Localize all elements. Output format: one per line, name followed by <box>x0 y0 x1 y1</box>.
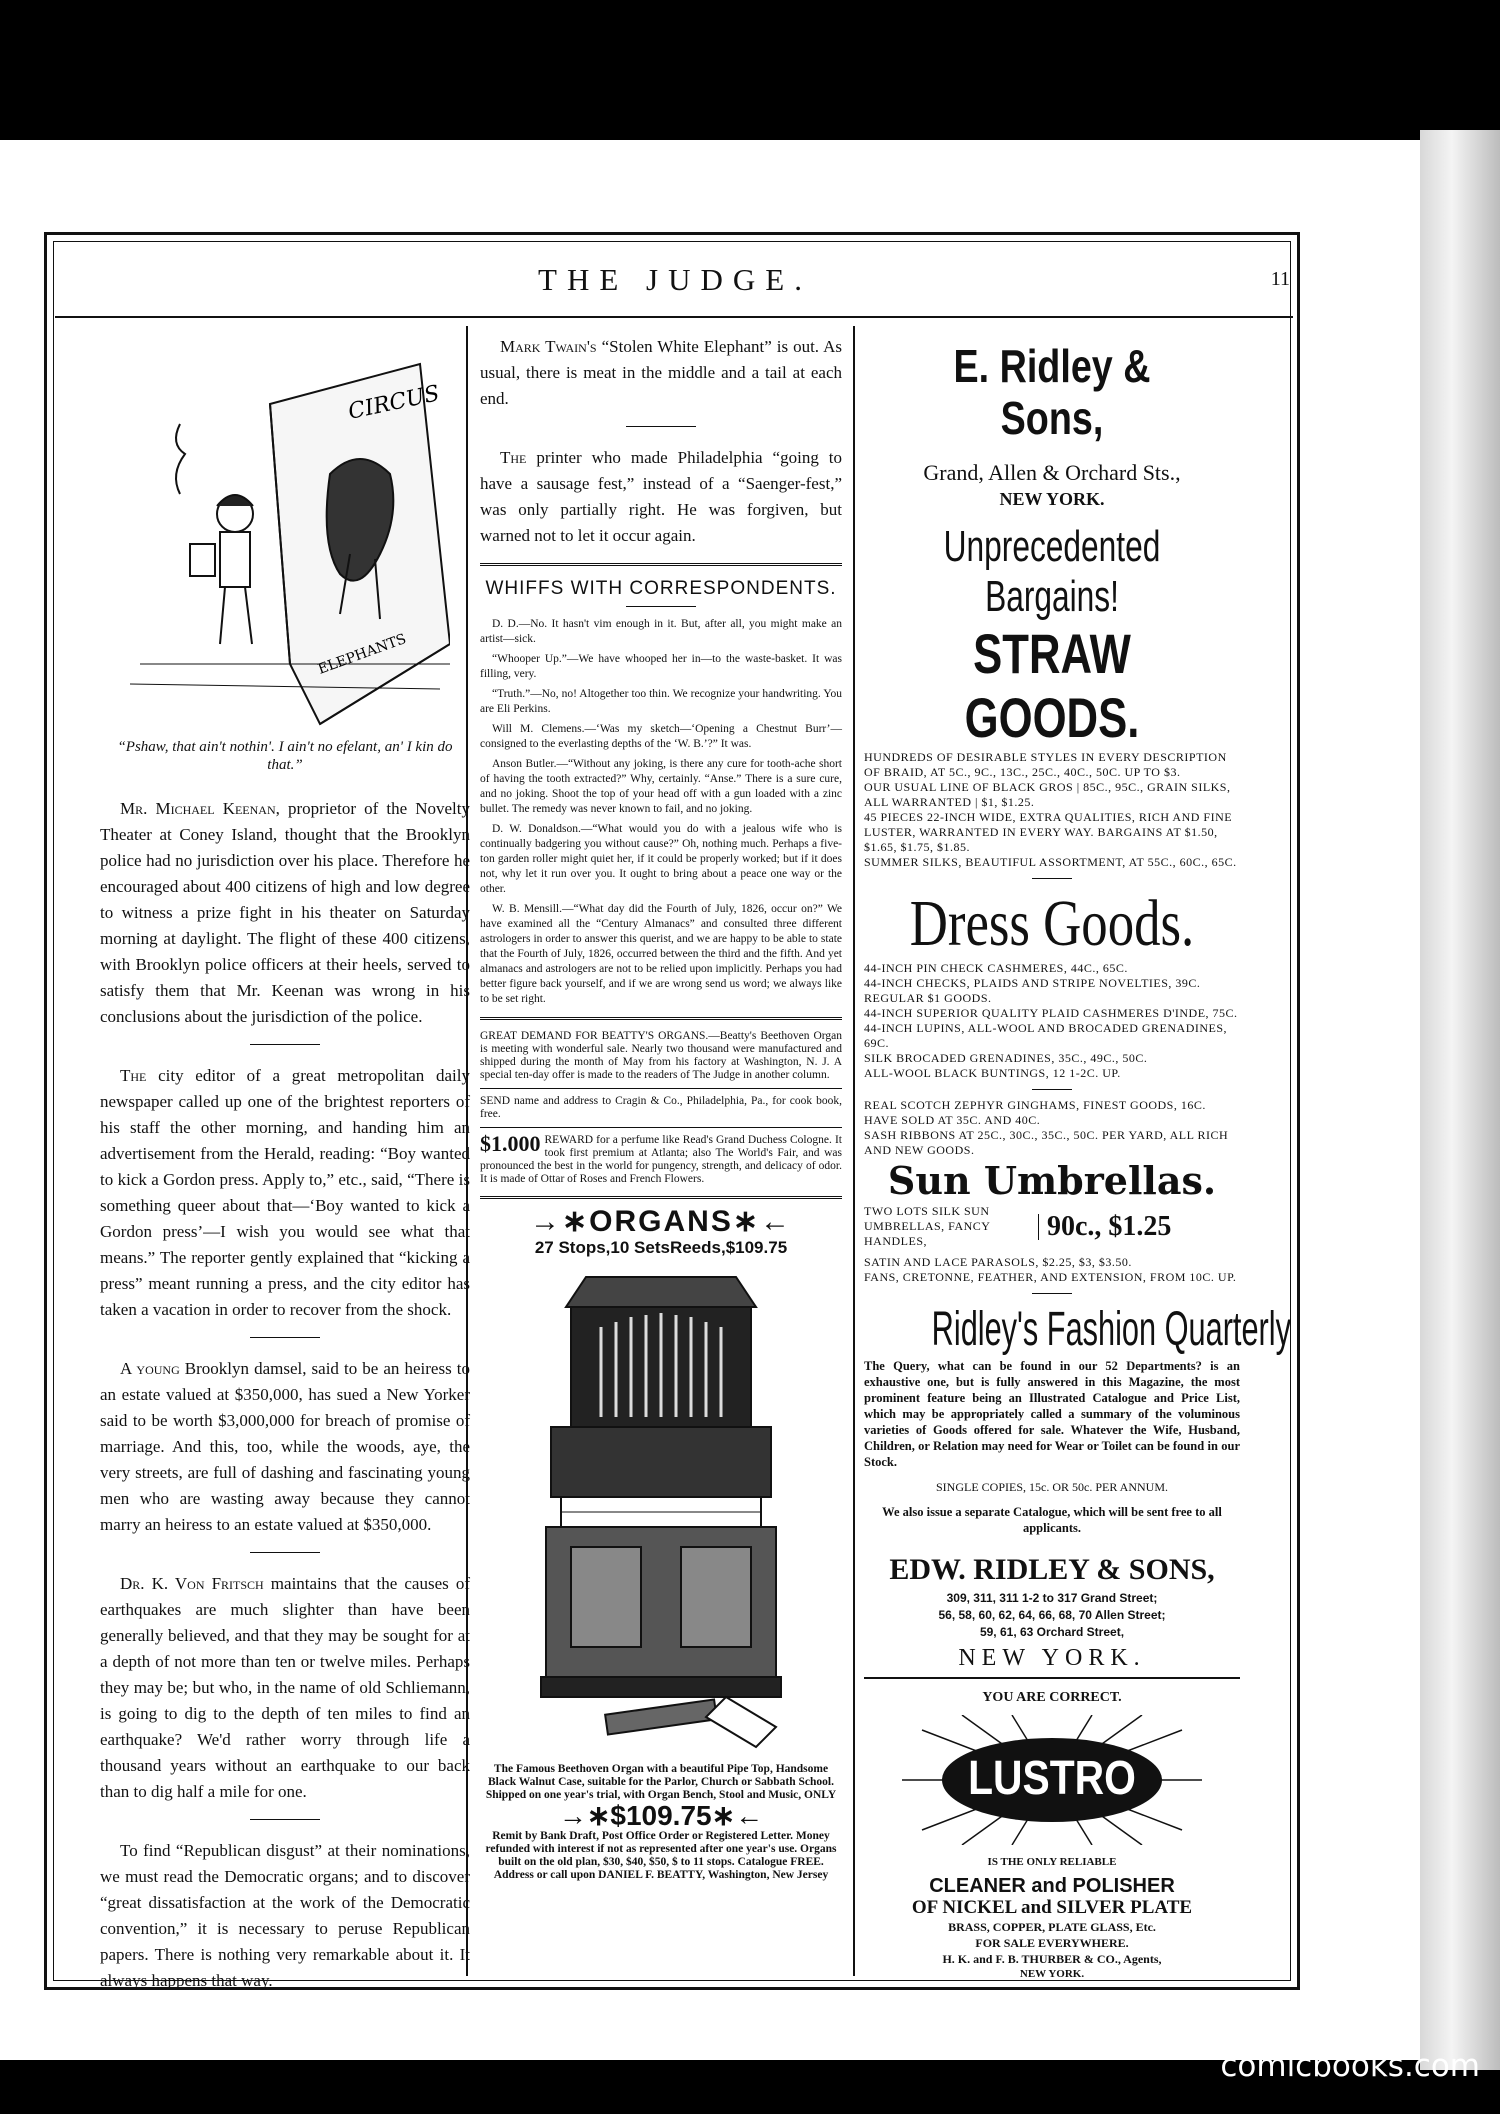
lustro-line: CLEANER and POLISHER <box>929 1875 1175 1897</box>
organ-price-text: $109.75 <box>610 1800 712 1831</box>
dress-item: 44-INCH PIN CHECK CASHMERES, 44C., 65C. <box>864 961 1128 975</box>
reward-text: REWARD for a perfume like Read's Grand Duchess Cologne. It took first premium at Atlanta; also The World's Fair, and was pronounced the best in the world for pungency, strength, and delicacy of odor. It is made of Ottar of Roses and French Flowers. <box>480 1134 842 1185</box>
cartoon-lower-text: ELEPHANTS <box>315 631 409 678</box>
organ-price: →∗$109.75∗← <box>558 1800 764 1831</box>
article-earthquake <box>100 1571 470 1805</box>
whiff-item: “Truth.”—No, no! Altogether too thin. We recognize your handwriting. You are Eli Perkins. <box>480 688 842 715</box>
section-rule <box>480 1196 842 1199</box>
article-printer <box>480 445 842 549</box>
umbrellas-heading: Sun Umbrellas. <box>887 1158 1217 1203</box>
dress-item: SILK BROCADED GRENADINES, 35C., 49C., 50C. <box>864 1051 1148 1065</box>
straw-item: HUNDREDS OF DESIRABLE STYLES IN EVERY DESCRIPTION OF BRAID, AT 5C., 9C., 13C., 25C., 40C., 50C. UP TO $3. <box>864 750 1227 779</box>
column-rule-2 <box>853 326 855 1976</box>
divider <box>480 1088 842 1089</box>
edw-city: NEW YORK. <box>958 1645 1146 1671</box>
lustro-logo <box>902 1715 1202 1845</box>
lustro-line: FOR SALE EVERYWHERE. <box>975 1936 1129 1950</box>
divider <box>1032 878 1072 879</box>
edw-ridley: EDW. RIDLEY & SONS, <box>889 1553 1215 1586</box>
divider <box>250 1819 320 1820</box>
edw-addresses <box>864 1590 1240 1641</box>
parasol-item: SATIN AND LACE PARASOLS, $2.25, $3, $3.50. <box>864 1255 1132 1269</box>
lustro-line: NEW YORK. <box>1019 1968 1085 1980</box>
dress-goods-heading: Dress Goods. <box>909 887 1195 960</box>
quarterly-heading: Ridley's Fashion Quarterly <box>931 1303 1291 1356</box>
umbrella-desc: TWO LOTS SILK SUN UMBRELLAS, FANCY HANDLES, <box>864 1204 991 1248</box>
organ-illustration <box>526 1267 796 1757</box>
dress-item: 44-INCH LUPINS, ALL-WOOL AND BROCADED GRENADINES, 69C. <box>864 1021 1228 1050</box>
whiff-item: Anson Butler.—“Without any joking, is there any cure for tooth-ache short of having the tooth extracted?” Why, certainly. “Anse.” There is a sure cure, and no joking. Shoot the top of your head off with a gun loaded with a zinc bullet. The remedy was never known to fail, and no joking. <box>480 758 842 815</box>
cartoon-caption: “Pshaw, that ain't nothin'. I ain't no efelant, an' I kin do that.” <box>117 739 453 773</box>
dress-item: ALL-WOOL BLACK BUNTINGS, 12 1-2C. UP. <box>864 1066 1121 1080</box>
article-city-editor <box>100 1063 470 1323</box>
section-rule <box>480 563 842 566</box>
whiffs-list <box>480 617 842 1007</box>
organs-heading-text: ORGANS <box>589 1205 733 1238</box>
cragin-ad: SEND name and address to Cragin & Co., Philadelphia, Pa., for cook book, free. <box>480 1095 842 1120</box>
text-earthquake: maintains that the causes of earthquakes are much slighter than have been generally believed, and that they may be sought for at a depth of not more than ten or twelve miles. Perhaps they may be; but who, in the name of old Schliemann, is going to dig to the depth of ten miles to find an earthquake? We'd rather worry through life a thousand years without an earthquake to our back than to dig half a mile for one. <box>100 1574 470 1801</box>
whiff-item: W. B. Mensill.—“What day did the Fourth of July, 1826, occur on?” We have examined all the “Century Almanacs” and consulted three different astrologers in order to answer this querist, and we are happy to be able to state that the Fourth of July, 1826, occurred between the third and the fifth. And yet almanacs and astrologers are not to be relied upon implicitly. Perhaps you had better figure back yourself, and if we are wrong send us word; we always like to be set right. <box>480 903 842 1005</box>
straw-goods-list <box>864 750 1240 870</box>
straw-goods-heading: STRAW GOODS. <box>964 622 1140 749</box>
divider <box>1032 1293 1072 1294</box>
lead-earthquake: Dr. K. Von Fritsch <box>120 1574 264 1593</box>
lead-keenan: Mr. Michael Keenan, <box>120 799 280 818</box>
organ-terms: Remit by Bank Draft, Post Office Order or Registered Letter. Money refunded with interest if not as represented after one year's use. Organs built on the old plan, $30, $40, $50, $ to 11 stops. Catalogue FREE. Address or call upon DANIEL F. BEATTY, Washington, New Jersey <box>485 1830 837 1881</box>
ridley-city: NEW YORK. <box>999 489 1105 509</box>
article-damsel <box>100 1356 470 1538</box>
dress-item: 44-INCH CHECKS, PLAIDS AND STRIPE NOVELTIES, 39C. REGULAR $1 GOODS. <box>864 976 1201 1005</box>
site-watermark: comicbooks.com <box>1220 2048 1480 2084</box>
straw-item: OUR USUAL LINE OF BLACK GROS | 85C., 95C., GRAIN SILKS, ALL WARRANTED | $1, $1.25. <box>864 780 1231 809</box>
small-ads <box>480 1030 842 1186</box>
divider <box>626 606 696 607</box>
divider <box>250 1337 320 1338</box>
divider <box>864 1677 1240 1679</box>
text-city-editor: city editor of a great metropolitan daily newspaper called up one of the brightest reporters of his staff the other morning, and handing him an advertisement from the Herald, reading: “Boy wanted to kick a Gordon press. Apply to,” etc., said, “There is something queer about that—‘Boy wanted to kick a Gordon press’—I wish you would see what that means.” The reporter gently explained that “kicking a press” meant running a press, and the city editor has taken a vacation in order to recover from the shock. <box>100 1066 470 1319</box>
beatty-ad: GREAT DEMAND FOR BEATTY'S ORGANS.—Beatty's Beethoven Organ is meeting with wonderful sale. Nearly two thousand were manufactured and shipped during the month of May from his factory at Washington, N. J. A special ten-day offer is made to the readers of The Judge in another column. <box>480 1030 842 1081</box>
parasol-list <box>864 1255 1240 1285</box>
organ-description: The Famous Beethoven Organ with a beautiful Pipe Top, Handsome Black Walnut Case, suitable for the Parlor, Church or Sabbath School. Shipped on one year's trial, with Organ Bench, Stool and Music, ONLY <box>485 1763 837 1801</box>
cartoon-sign-text: CIRCUS <box>346 381 442 425</box>
lead-twain: Mark Twain's <box>500 337 597 356</box>
reward-amount: $1.000 <box>480 1131 541 1156</box>
lead-printer: The <box>500 448 527 467</box>
quarterly-description: The Query, what can be found in our 52 Departments? is an exhaustive one, but is fully answered in this Magazine, the most prominent feature being an Illustrated Catalogue and Price List, which may be appropriately called a summary of the voluminous varieties of Goods offered for sale. Whatever the Wife, Husband, Children, or Relation may need for Wear or Toilet can be found in our Stock. <box>864 1359 1240 1469</box>
text-damsel: Brooklyn damsel, said to be an heiress to an estate valued at $350,000, has sued a New Yorker said to be worth $3,000,000 for breach of promise of marriage. And this, too, while the woods, aye, the very streets, are full of dashing and fascinating young men who are wasting away because they cannot marry an heiress to an estate valued at $350,000. <box>100 1359 470 1534</box>
page-number: 11 <box>1270 268 1290 290</box>
running-head <box>60 262 1290 302</box>
column-3 <box>864 330 1291 1981</box>
misc-item: REAL SCOTCH ZEPHYR GINGHAMS, FINEST GOODS, 16C. HAVE SOLD AT 35C. AND 40C. <box>864 1098 1206 1127</box>
umbrella-offer <box>864 1204 1240 1249</box>
text-twain: “Stolen White Elephant” is out. As usual, there is meat in the middle and a tail at each end. <box>480 337 843 408</box>
divider <box>480 1127 842 1128</box>
organs-subheading: 27 Stops,10 SetsReeds,$109.75 <box>534 1238 788 1257</box>
address-line: 56, 58, 60, 62, 64, 66, 68, 70 Allen Street; <box>938 1608 1166 1622</box>
divider <box>626 426 696 427</box>
article-twain <box>480 334 842 412</box>
lustro-line: H. K. and F. B. THURBER & CO., Agents, <box>942 1952 1162 1966</box>
organs-heading: →∗ORGANS∗← <box>530 1205 792 1238</box>
dress-goods-list <box>864 961 1240 1081</box>
dress-item: 44-INCH SUPERIOR QUALITY PLAID CASHMERES D'INDE, 75C. <box>864 1006 1238 1020</box>
text-keenan: proprietor of the Novelty Theater at Coney Island, thought that the Brooklyn police had no jurisdiction over his place. Therefore he encouraged about 400 citizens of high and low degree to witness a prize fight in his theater on Saturday morning at daylight. The flight of these 400 citizens, with Brooklyn police officers at their heels, served to satisfy them that Mr. Keenan was wrong in his conclusions about the jurisdiction of the police. <box>100 799 470 1026</box>
divider <box>250 1044 320 1045</box>
misc-item: SASH RIBBONS AT 25C., 30C., 35C., 50C. PER YARD, ALL RICH AND NEW GOODS. <box>864 1128 1229 1157</box>
lustro-line: BRASS, COPPER, PLATE GLASS, Etc. <box>948 1920 1156 1934</box>
article-keenan <box>100 796 470 1030</box>
straw-item: 45 PIECES 22-INCH WIDE, EXTRA QUALITIES, RICH AND FINE LUSTER, WARRANTED IN EVERY WAY. BARGAINS AT $1.50, $1.65, $1.75, $1.85. <box>864 810 1233 854</box>
bargains-heading: Unprecedented Bargains! <box>943 522 1161 621</box>
address-line: 59, 61, 63 Orchard Street, <box>979 1625 1125 1639</box>
lead-damsel: A young <box>120 1359 180 1378</box>
lead-city-editor: The <box>120 1066 147 1085</box>
header-rule <box>55 316 1293 318</box>
whiffs-heading: WHIFFS WITH CORRESPONDENTS. <box>485 578 837 599</box>
text-printer: printer who made Philadelphia “going to have a sausage fest,” instead of a “Saenger-fest,” was only partially right. He was forgiven, but warned not to let it occur again. <box>480 448 842 545</box>
whiff-item: “Whooper Up.”—We have whooped her in—to the waste-basket. It was filling, very. <box>480 653 842 680</box>
ridley-address: Grand, Allen & Orchard Sts., <box>923 460 1181 485</box>
umbrella-price: 90c., $1.25 <box>1038 1214 1171 1240</box>
ridley-firm: E. Ridley & Sons, <box>953 340 1151 444</box>
cartoon-illustration <box>120 344 450 734</box>
masthead-title: THE JUDGE. <box>538 262 812 297</box>
parasol-item: FANS, CRETONNE, FEATHER, AND EXTENSION, FROM 10C. UP. <box>864 1270 1237 1284</box>
catalogue-note: We also issue a separate Catalogue, which will be sent free to all applicants. <box>882 1505 1222 1535</box>
article-republican: To find “Republican disgust” at their nominations, we must read the Democratic organs; and to discover “great dissatisfaction at the work of the Democratic convention,” it is necessary to peruse Republican papers. There is nothing very remarkable about it. It always happens that way. <box>100 1841 470 1990</box>
whiff-item: D. D.—No. It hasn't vim enough in it. But, after all, you might make an artist—sick. <box>480 618 842 645</box>
misc-goods-list <box>864 1098 1240 1158</box>
lustro-line: IS THE ONLY RELIABLE <box>987 1856 1117 1868</box>
lustro-tagline: YOU ARE CORRECT. <box>982 1690 1122 1705</box>
divider <box>250 1552 320 1553</box>
column-1 <box>100 330 470 2008</box>
whiff-item: Will M. Clemens.—‘Was my sketch—‘Opening a Chestnut Burr’—consigned to the everlasting depths of the ‘W. B.’?” It was. <box>480 723 842 750</box>
straw-item: SUMMER SILKS, BEAUTIFUL ASSORTMENT, AT 55C., 60C., 65C. <box>864 855 1237 869</box>
section-rule <box>480 1017 842 1020</box>
whiff-item: D. W. Donaldson.—“What would you do with a jealous wife who is continually badgering you without cause?” Oh, nothing much. Perhaps a five-ton garden roller might quiet her, if it could be properly worked; but if it does not, why let it run over you. It ought to bring about a peace one way or the other. <box>480 823 842 895</box>
page-edge <box>1420 130 1500 2070</box>
reward-ad <box>480 1131 842 1186</box>
single-copies: SINGLE COPIES, 15c. OR 50c. PER ANNUM. <box>935 1480 1168 1494</box>
lustro-name: LUSTRO <box>968 1752 1136 1805</box>
column-2 <box>480 334 842 1882</box>
divider <box>1032 1089 1072 1090</box>
lustro-line: OF NICKEL and SILVER PLATE <box>911 1897 1193 1918</box>
address-line: 309, 311, 311 1-2 to 317 Grand Street; <box>946 1591 1158 1605</box>
